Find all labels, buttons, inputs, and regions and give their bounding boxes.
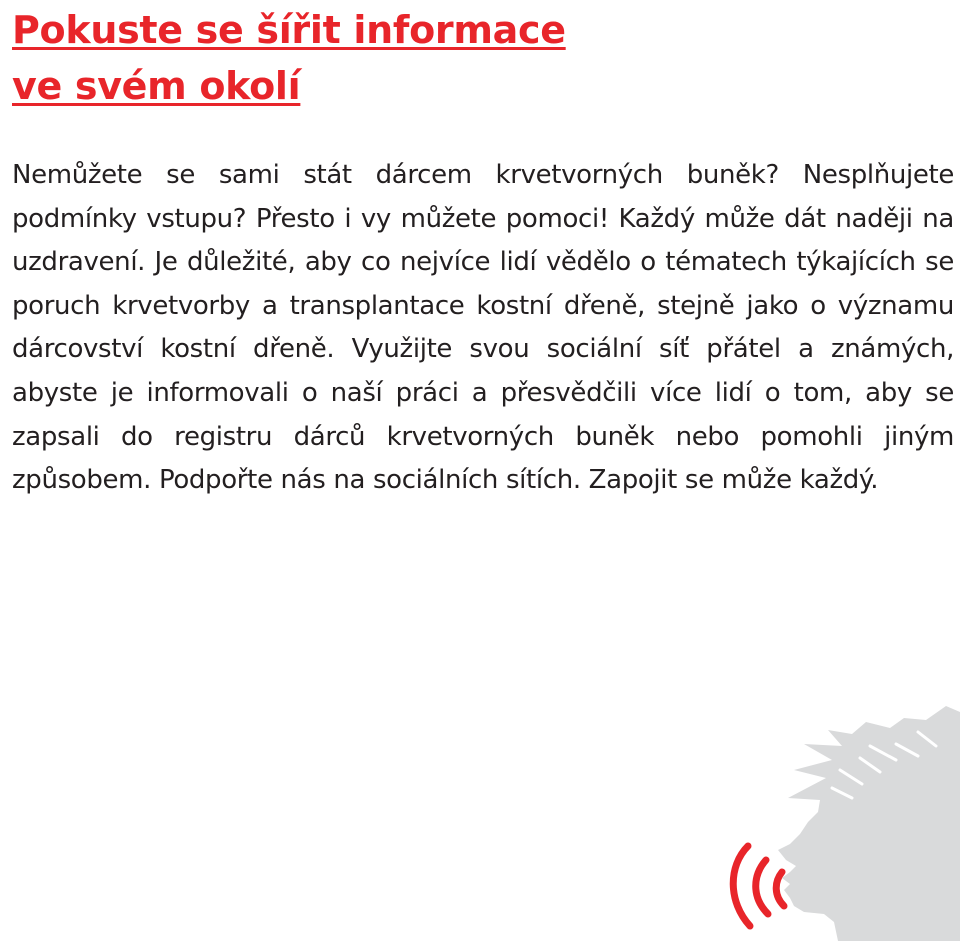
- speaking-head-illustration: [720, 700, 960, 941]
- page-title-line-1: Pokuste se šířit informace: [12, 8, 566, 52]
- body-paragraph: Nemůžete se sami stát dárcem krvetvorných buněk? Nesplňujete podmínky vstupu? Přesto i vy můžete pomoci! Každý může dát naději na uzdravení. Je důležité, aby co nejvíce lidí vědělo o tématech týkajících se poruch krvetvorby a transplantace kostní dřeně, stejně jako o významu dárcovství kostní dřeně. Využijte svou sociální síť přátel a známých, abyste je informovali o naší práci a přesvědčili více lidí o tom, aby se zapsali do registru dárců krvetvorných buněk nebo pomohli jiným způsobem. Podpořte nás na sociálních sítích. Zapojit se může každý.: [12, 160, 954, 496]
- page-title-line-2: ve svém okolí: [12, 64, 301, 108]
- head-silhouette: [778, 706, 960, 941]
- sound-wave-middle: [756, 860, 768, 914]
- sound-wave-outer: [733, 846, 750, 926]
- speaking-head-icon: [720, 700, 960, 941]
- sound-wave-inner: [776, 872, 784, 906]
- page-title: [12, 2, 566, 114]
